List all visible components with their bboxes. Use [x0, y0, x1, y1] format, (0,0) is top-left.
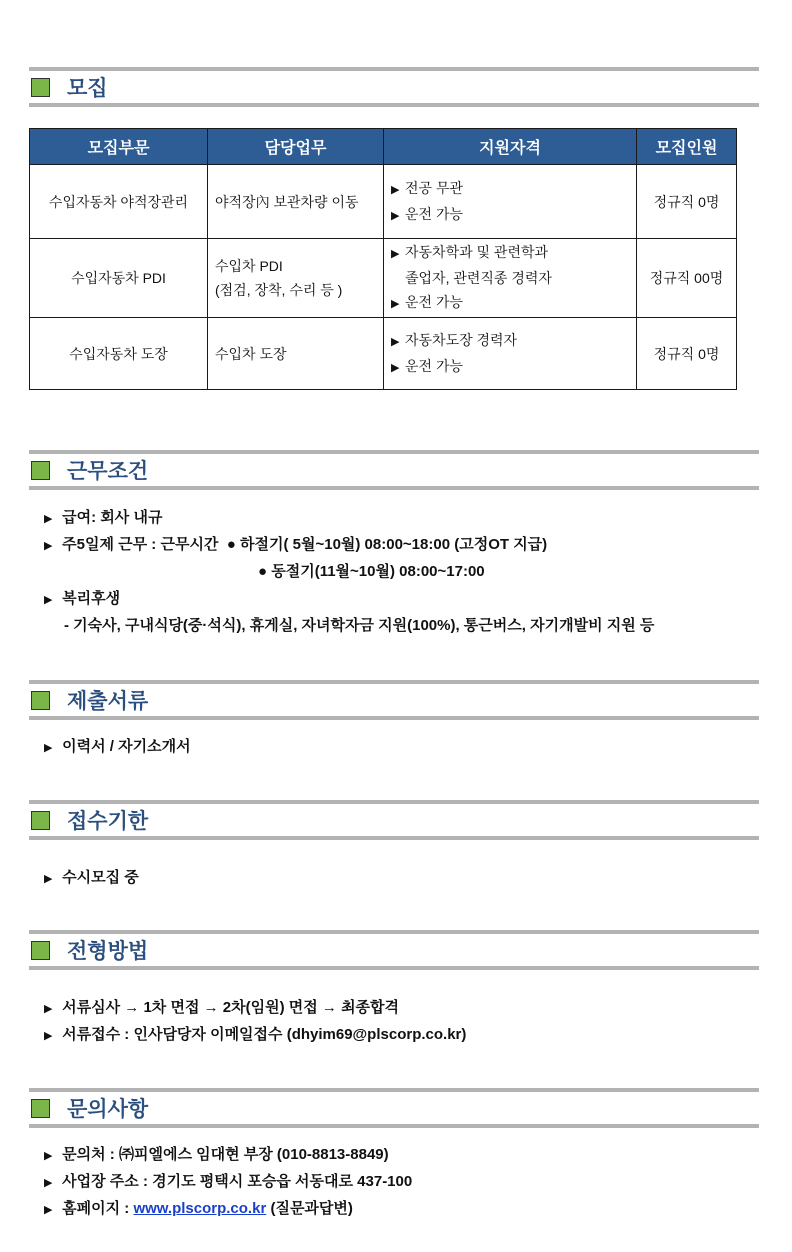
triangle-bullet-icon: ▶ — [44, 742, 53, 754]
dept-cell: 수입자동차 PDI — [30, 239, 208, 318]
section-title: 문의사항 — [67, 1098, 149, 1121]
list-item: ▶ 복리후생 — [44, 585, 654, 612]
divider — [29, 103, 759, 107]
triangle-bullet-icon: ▶ — [44, 873, 53, 885]
triangle-bullet-icon: ▶ — [44, 1150, 53, 1162]
section-title: 전형방법 — [67, 940, 149, 963]
list-item: ▶ 이력서 / 자기소개서 — [44, 733, 191, 760]
green-square-icon — [31, 461, 50, 480]
section-title: 제출서류 — [67, 690, 149, 713]
qual-line: ▶ 운전 가능 — [391, 354, 635, 380]
section-header-deadline — [29, 800, 759, 840]
homepage-link[interactable]: www.plscorp.co.kr — [133, 1200, 267, 1217]
green-square-icon — [31, 1099, 50, 1118]
duty-cell — [208, 239, 384, 318]
section-header-conditions — [29, 450, 759, 490]
green-square-icon — [31, 811, 50, 830]
qual-cell — [384, 239, 637, 318]
deadline-list — [44, 864, 139, 891]
triangle-bullet-icon: ▶ — [391, 183, 400, 196]
list-item: ▶ 홈페이지 : www.plscorp.co.kr (질문과답변) — [44, 1195, 412, 1222]
qual-line: ▶ 자동차학과 및 관련학과 — [391, 240, 635, 266]
qual-line: ▶ 운전 가능 — [391, 290, 635, 316]
section-header-recruit — [29, 67, 759, 107]
list-item: ▶ 문의처 : ㈜피엘에스 임대현 부장 (010-8813-8849) — [44, 1141, 412, 1168]
section-title: 모집 — [67, 77, 108, 100]
section-title: 접수기한 — [67, 810, 149, 833]
dept-cell: 수입자동차 야적장관리 — [30, 165, 208, 239]
section-title: 근무조건 — [67, 460, 149, 483]
qual-line: ▶ 전공 무관 — [391, 176, 635, 202]
header-cell: 모집부문 — [30, 129, 208, 165]
qual-line: ▶ 운전 가능 — [391, 202, 635, 228]
green-square-icon — [31, 691, 50, 710]
duty-cell — [208, 165, 384, 239]
duty-line: 야적장內 보관차량 이동 — [215, 193, 359, 210]
documents-list — [44, 733, 191, 760]
list-item: ▶ 급여: 회사 내규 — [44, 504, 654, 531]
list-item: ▶ 사업장 주소 : 경기도 평택시 포승읍 서동대로 437-100 — [44, 1168, 412, 1195]
list-item: ▶ 서류심사 → 1차 면접 → 2차(임원) 면접 → 최종합격 — [44, 994, 466, 1021]
triangle-bullet-icon: ▶ — [391, 361, 400, 374]
duty-line: 수입차 PDI — [215, 258, 283, 274]
header-cell: 모집인원 — [637, 129, 737, 165]
duty-cell — [208, 318, 384, 390]
list-item: ▶ 수시모집 중 — [44, 864, 139, 891]
section-header-process — [29, 930, 759, 970]
triangle-bullet-icon: ▶ — [44, 1204, 53, 1216]
triangle-bullet-icon: ▶ — [391, 335, 400, 348]
list-item: ▶ 서류접수 : 인사담당자 이메일접수 (dhyim69@plscorp.co.kr) — [44, 1021, 466, 1048]
conditions-list — [44, 504, 654, 639]
duty-line: 수입차 도장 — [215, 345, 287, 362]
section-header-documents — [29, 680, 759, 720]
divider — [29, 67, 759, 71]
triangle-bullet-icon: ▶ — [44, 594, 53, 606]
qual-cell — [384, 318, 637, 390]
dept-cell: 수입자동차 도장 — [30, 318, 208, 390]
count-cell: 정규직 0명 — [637, 318, 737, 390]
triangle-bullet-icon: ▶ — [44, 1030, 53, 1042]
green-square-icon — [31, 941, 50, 960]
table-header-row — [30, 129, 737, 165]
table-row — [30, 165, 737, 239]
qual-cell — [384, 165, 637, 239]
triangle-bullet-icon: ▶ — [44, 540, 53, 552]
table-row — [30, 239, 737, 318]
triangle-bullet-icon: ▶ — [391, 298, 400, 310]
recruit-table — [29, 128, 737, 390]
qual-line: 졸업자, 관련직종 경력자 — [405, 270, 552, 286]
qual-line: ▶ 자동차도장 경력자 — [391, 328, 635, 354]
header-cell: 지원자격 — [384, 129, 637, 165]
count-cell: 정규직 00명 — [637, 239, 737, 318]
triangle-bullet-icon: ▶ — [391, 209, 400, 222]
triangle-bullet-icon: ▶ — [44, 1003, 53, 1015]
list-item: - 기숙사, 구내식당(중·석식), 휴게실, 자녀학자금 지원(100%), 통근버스, 자기개발비 지원 등 — [64, 617, 655, 634]
process-list — [44, 994, 466, 1048]
triangle-bullet-icon: ▶ — [44, 1177, 53, 1189]
table-row — [30, 318, 737, 390]
list-item: ● 동절기(11월~10월) 08:00~17:00 — [258, 563, 485, 580]
list-item: ▶ 주5일제 근무 : 근무시간 ● 하절기( 5월~10월) 08:00~18:00 (고정OT 지급) — [44, 531, 654, 558]
header-cell: 담당업무 — [208, 129, 384, 165]
contact-list — [44, 1141, 412, 1222]
green-square-icon — [31, 78, 50, 97]
triangle-bullet-icon: ▶ — [44, 513, 53, 525]
count-cell: 정규직 0명 — [637, 165, 737, 239]
section-header-contact — [29, 1088, 759, 1128]
triangle-bullet-icon: ▶ — [391, 248, 400, 260]
duty-line: (점검, 장착, 수리 등 ) — [215, 282, 343, 298]
